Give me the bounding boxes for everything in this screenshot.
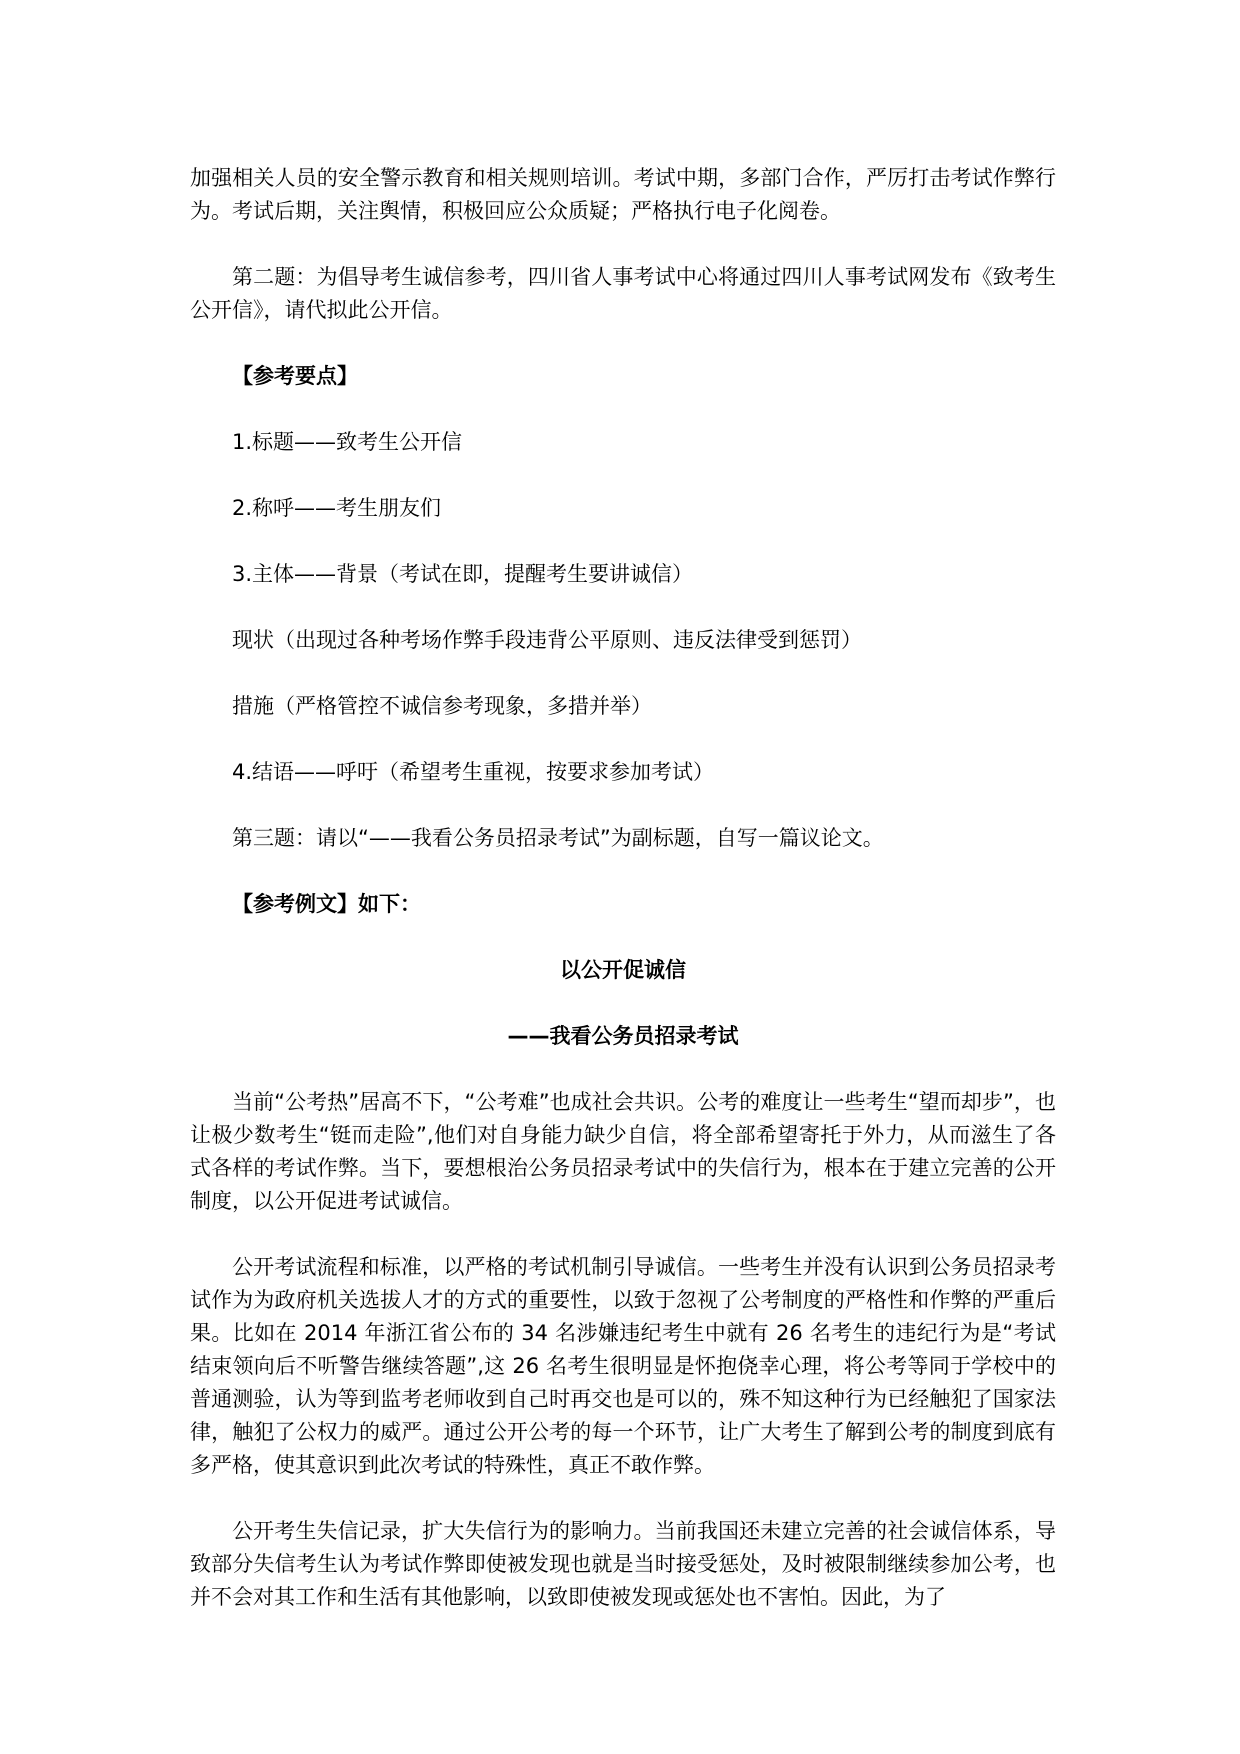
- essay-paragraph: 公开考试流程和标准，以严格的考试机制引导诚信。一些考生并没有认识到公务员招录考试作为为政府机关选拔人才的方式的重要性，以致于忽视了公考制度的严格性和作弊的严重后果。比如在 2014 年浙江省公布的 34 名涉嫌违纪考生中就有 26 名考生的违纪行为是“考试结束领向后不听警告继续答题”,这 26 名考生很明显是怀抱侥幸心理，将公考等同于学校中的普通测验，认为等到监考老师收到自己时再交也是可以的，殊不知这种行为已经触犯了国家法律，触犯了公权力的威严。通过公开公考的每一个环节，让广大考生了解到公考的制度到底有多严格，使其意识到此次考试的特殊性，真正不敢作弊。: [190, 1255, 1056, 1477]
- point-body-measures: 措施（严格管控不诚信参考现象，多措并举）: [232, 694, 652, 718]
- paragraph-continuation: 加强相关人员的安全警示教育和相关规则培训。考试中期，多部门合作，严厉打击考试作弊行为。考试后期，关注舆情，积极回应公众质疑；严格执行电子化阅卷。: [190, 166, 1056, 223]
- point-salutation: 2.称呼——考生朋友们: [232, 496, 442, 520]
- point-body-background: 3.主体——背景（考试在即，提醒考生要讲诚信）: [232, 562, 694, 586]
- question-three: 第三题：请以“——我看公务员招录考试”为副标题，自写一篇议论文。: [232, 826, 884, 850]
- point-title: 1.标题——致考生公开信: [232, 430, 463, 454]
- document-page: [190, 162, 1056, 1614]
- point-conclusion: 4.结语——呼吁（希望考生重视，按要求参加考试）: [232, 760, 715, 784]
- essay-title: 以公开促诚信: [560, 958, 686, 982]
- essay-subtitle: ——我看公务员招录考试: [507, 1024, 739, 1048]
- point-body-status: 现状（出现过各种考场作弊手段违背公平原则、违反法律受到惩罚）: [232, 628, 862, 652]
- essay-paragraph: 当前“公考热”居高不下，“公考难”也成社会共识。公考的难度让一些考生“望而却步”，也让极少数考生“铤而走险”,他们对自身能力缺少自信，将全部希望寄托于外力，从而滋生了各式各样的考试作弊。当下，要想根治公务员招录考试中的失信行为，根本在于建立完善的公开制度，以公开促进考试诚信。: [190, 1090, 1056, 1213]
- essay-paragraph: 公开考生失信记录，扩大失信行为的影响力。当前我国还未建立完善的社会诚信体系，导致部分失信考生认为考试作弊即使被发现也就是当时接受惩处，及时被限制继续参加公考，也并不会对其工作和生活有其他影响，以致即使被发现或惩处也不害怕。因此，为了: [190, 1519, 1056, 1609]
- heading-reference-example: 【参考例文】如下：: [232, 892, 421, 916]
- question-two: 第二题：为倡导考生诚信参考，四川省人事考试中心将通过四川人事考试网发布《致考生公开信》，请代拟此公开信。: [190, 265, 1056, 322]
- heading-reference-points: 【参考要点】: [232, 364, 358, 388]
